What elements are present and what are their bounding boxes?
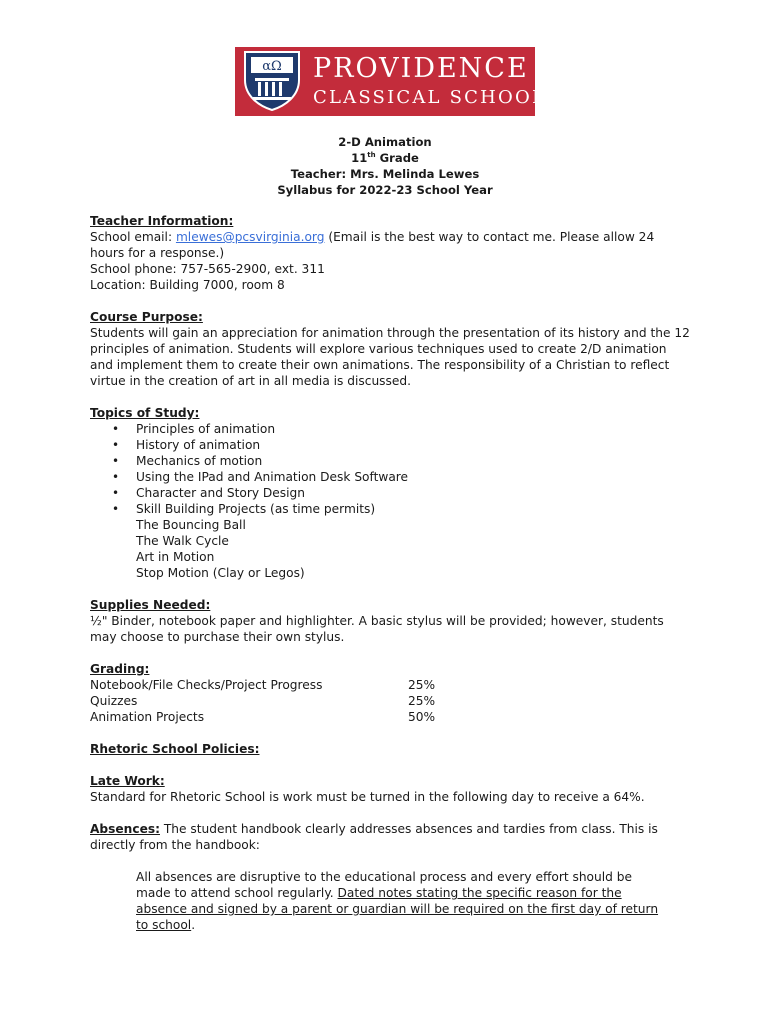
syllabus-year: Syllabus for 2022-23 School Year bbox=[277, 183, 493, 197]
school-logo bbox=[235, 47, 547, 116]
grade-suffix: th bbox=[367, 151, 376, 160]
logo-subtitle: CLASSICAL SCHOOL bbox=[313, 87, 547, 108]
quote-end: . bbox=[191, 918, 196, 932]
grade-number: 11 bbox=[351, 151, 368, 165]
list-item: • Skill Building Projects (as time permits) bbox=[90, 501, 690, 517]
grade-label: Animation Projects bbox=[90, 710, 205, 724]
grade-value: 25% bbox=[408, 694, 436, 708]
project-item: Stop Motion (Clay or Legos) bbox=[136, 566, 305, 580]
grade-row bbox=[90, 709, 690, 725]
grade-word: Grade bbox=[375, 151, 419, 165]
list-item: • Mechanics of motion bbox=[90, 453, 690, 469]
grade-row bbox=[90, 693, 690, 709]
absences-text: The student handbook clearly addresses absences and tardies from class. This is directly from the handbook: bbox=[90, 822, 658, 852]
list-item: • Character and Story Design bbox=[90, 485, 690, 501]
list-item: • Principles of animation bbox=[90, 421, 690, 437]
supplies-text: ½" Binder, notebook paper and highlighter. A basic stylus will be provided; however, students may choose to purchase their own stylus. bbox=[90, 614, 664, 644]
email-label: School email: bbox=[90, 230, 176, 244]
email-link[interactable]: mlewes@pcsvirginia.org bbox=[175, 230, 325, 244]
absences-heading: Absences: bbox=[90, 822, 160, 836]
grade-label: Notebook/File Checks/Project Progress bbox=[90, 678, 323, 692]
grade-label: Quizzes bbox=[90, 694, 138, 708]
logo-name: PROVIDENCE bbox=[313, 53, 529, 84]
phone-line: School phone: 757-565-2900, ext. 311 bbox=[90, 262, 325, 276]
quote-plain: All absences are disruptive to the educational process and every effort should be made to attend school regularly. bbox=[136, 870, 632, 900]
course-title: 2-D Animation bbox=[338, 135, 432, 149]
project-item: The Walk Cycle bbox=[136, 534, 229, 548]
policies-heading: Rhetoric School Policies: bbox=[90, 742, 260, 756]
shield-glyphs: αΩ bbox=[262, 59, 282, 74]
teacher-info-heading: Teacher Information: bbox=[90, 214, 234, 228]
title-block bbox=[0, 134, 770, 198]
grade-value: 25% bbox=[408, 678, 436, 692]
shield-icon bbox=[241, 50, 303, 112]
project-item: The Bouncing Ball bbox=[136, 518, 246, 532]
list-item: • History of animation bbox=[90, 437, 690, 453]
email-line bbox=[90, 229, 690, 261]
email-note: (Email is the best way to contact me. Please allow 24 hours for a response.) bbox=[90, 230, 655, 260]
topics-list bbox=[90, 421, 690, 517]
grade-value: 50% bbox=[408, 710, 436, 724]
quote-underlined: Dated notes stating the specific reason for the absence and signed by a parent or guardian will be required on the first day of return to school bbox=[136, 886, 659, 932]
list-item: • Using the IPad and Animation Desk Software bbox=[90, 469, 690, 485]
grade-row bbox=[90, 677, 690, 693]
grading-heading: Grading: bbox=[90, 662, 150, 676]
late-work-heading: Late Work: bbox=[90, 774, 165, 788]
location-line: Location: Building 7000, room 8 bbox=[90, 278, 285, 292]
absences-paragraph bbox=[90, 821, 690, 853]
late-work-text: Standard for Rhetoric School is work must be turned in the following day to receive a 64%. bbox=[90, 790, 645, 804]
supplies-heading: Supplies Needed: bbox=[90, 598, 211, 612]
course-purpose-text: Students will gain an appreciation for animation through the presentation of its history and the 12 principles of animation. Students will explore various techniques used to create 2/D animation and implement them to create their own animations. The responsibility of a Christian to reflect virtue in the creation of art in all media is discussed. bbox=[90, 326, 690, 388]
grade-level bbox=[0, 150, 770, 166]
teacher-name: Teacher: Mrs. Melinda Lewes bbox=[290, 167, 480, 181]
course-purpose-heading: Course Purpose: bbox=[90, 310, 203, 324]
syllabus-content bbox=[90, 213, 690, 933]
project-item: Art in Motion bbox=[136, 550, 215, 564]
topics-heading: Topics of Study: bbox=[90, 406, 200, 420]
handbook-quote bbox=[90, 869, 690, 933]
